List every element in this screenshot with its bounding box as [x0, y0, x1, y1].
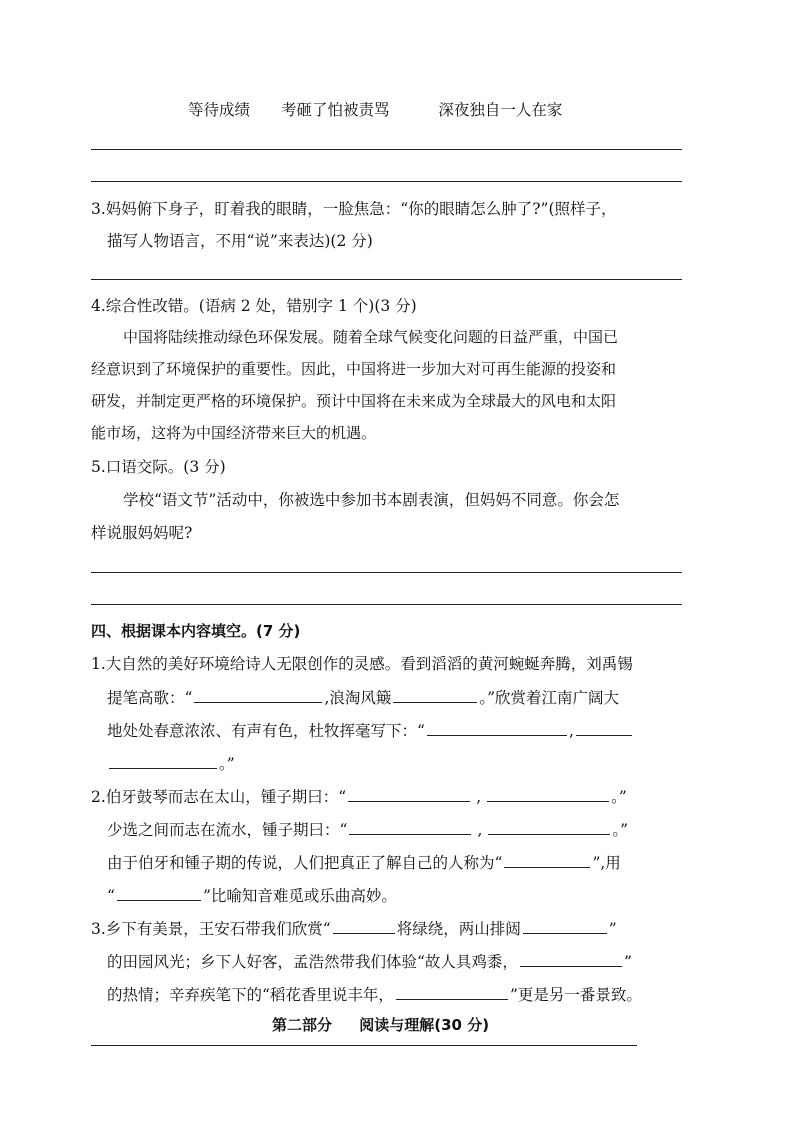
text: ”比喻知音难觅或乐曲高妙。 — [202, 887, 397, 905]
answer-line — [91, 149, 682, 150]
text: ” — [623, 953, 632, 971]
q4-paragraph-line: 研发，并制定更严格的环境保护。预计中国将在未来成为全球最大的风电和太阳 — [91, 392, 617, 410]
s4-q1-line-2 — [107, 685, 619, 708]
option-3: 深夜独自一人在家 — [438, 101, 563, 119]
fill-blank[interactable] — [576, 718, 632, 736]
part-2-heading — [272, 1014, 489, 1035]
s4-q2-line-1 — [91, 784, 627, 807]
q4-title: 4.综合性改错。(语病 2 处，错别字 1 个)(3 分) — [91, 297, 417, 315]
s4-q2-line-4 — [107, 883, 397, 906]
fill-blank[interactable] — [194, 685, 322, 703]
q3-line-1: 3.妈妈俯下身子，盯着我的眼睛，一脸焦急：“你的眼睛怎么肿了?”(照样子， — [91, 200, 617, 218]
s4-q1-line-4 — [107, 751, 235, 774]
answer-line — [91, 572, 682, 573]
fill-blank[interactable] — [523, 916, 607, 934]
q4-paragraph-line: 中国将陆续推动绿色环保发展。随着全球气候变化问题的日益严重，中国已 — [123, 328, 619, 346]
text: 3.乡下有美景，王安石带我们欣赏“ — [91, 920, 331, 938]
text: ”更是另一番景致。 — [509, 986, 642, 1004]
text: “ — [107, 887, 115, 905]
fill-blank[interactable] — [109, 751, 217, 769]
q5-paragraph-line: 学校“语文节”活动中，你被选中参加书本剧表演，但妈妈不同意。你会怎 — [123, 491, 620, 509]
answer-line — [91, 181, 682, 182]
choice-options — [188, 98, 562, 120]
section-divider — [91, 1045, 637, 1046]
part-2-title: 阅读与理解(30 分) — [359, 1016, 490, 1034]
text: ”,用 — [592, 854, 621, 872]
option-1: 等待成绩 — [188, 101, 251, 119]
text: 。” — [612, 821, 629, 839]
fill-blank[interactable] — [333, 916, 395, 934]
text: 的田园风光；乡下人好客，孟浩然带我们体验“故人具鸡黍， — [107, 953, 518, 971]
answer-line — [91, 279, 682, 280]
answer-line — [91, 604, 682, 605]
s4-q3-line-1 — [91, 916, 617, 939]
fill-blank[interactable] — [520, 949, 622, 967]
part-2-label: 第二部分 — [272, 1016, 333, 1034]
text: 地处处春意浓浓、有声有色，杜牧挥毫写下：“ — [107, 722, 425, 740]
fill-blank[interactable] — [348, 784, 470, 802]
text: 由于伯牙和锺子期的传说，人们把真正了解自己的人称为“ — [107, 854, 503, 872]
s4-q3-line-2 — [107, 949, 632, 972]
text: 将绿绕，两山排闼 — [396, 920, 521, 938]
fill-blank[interactable] — [488, 817, 610, 835]
q5-paragraph-line: 样说服妈妈呢? — [91, 524, 193, 542]
q4-paragraph-line: 能市场，这将为中国经济带来巨大的机遇。 — [91, 424, 377, 442]
text: 2.伯牙鼓琴而志在太山，锺子期曰：“ — [91, 788, 347, 806]
fill-blank[interactable] — [487, 784, 609, 802]
s4-q2-line-2 — [107, 817, 628, 840]
text: 。” — [611, 788, 627, 806]
s4-q3-line-3 — [107, 982, 642, 1005]
fill-blank[interactable] — [393, 685, 477, 703]
section-4-title: 四、根据课本内容填空。(7 分) — [91, 622, 301, 640]
text: 的热情；辛弃疾笔下的“稻花香里说丰年， — [107, 986, 394, 1004]
fill-blank[interactable] — [427, 718, 567, 736]
fill-blank[interactable] — [396, 982, 508, 1000]
s4-q1-line-1: 1.大自然的美好环境给诗人无限创作的灵感。看到滔滔的黄河蜿蜒奔腾，刘禹锡 — [91, 655, 633, 673]
q4-paragraph-line: 经意识到了环境保护的重要性。因此，中国将进一步加大对可再生能源的投姿和 — [91, 360, 617, 378]
q3-line-2: 描写人物语言，不用“说”来表达)(2 分) — [107, 232, 373, 250]
option-2: 考砸了怕被责骂 — [280, 101, 390, 119]
text: 少选之间而志在流水，锺子期曰：“ — [107, 821, 348, 839]
text: ” — [608, 920, 617, 938]
fill-blank[interactable] — [117, 883, 201, 901]
fill-blank[interactable] — [504, 850, 590, 868]
text: 提笔高歌：“ — [107, 689, 193, 707]
text: 。” — [219, 755, 235, 773]
text: , — [568, 722, 574, 740]
s4-q1-line-3 — [107, 718, 634, 741]
text: 。”欣赏着江南广阔大 — [479, 689, 620, 707]
s4-q2-line-3 — [107, 850, 621, 873]
text: , — [477, 821, 483, 839]
text: ,浪淘风簸 — [324, 689, 392, 707]
text: , — [476, 788, 482, 806]
fill-blank[interactable] — [349, 817, 471, 835]
q5-title: 5.口语交际。(3 分) — [91, 458, 226, 476]
